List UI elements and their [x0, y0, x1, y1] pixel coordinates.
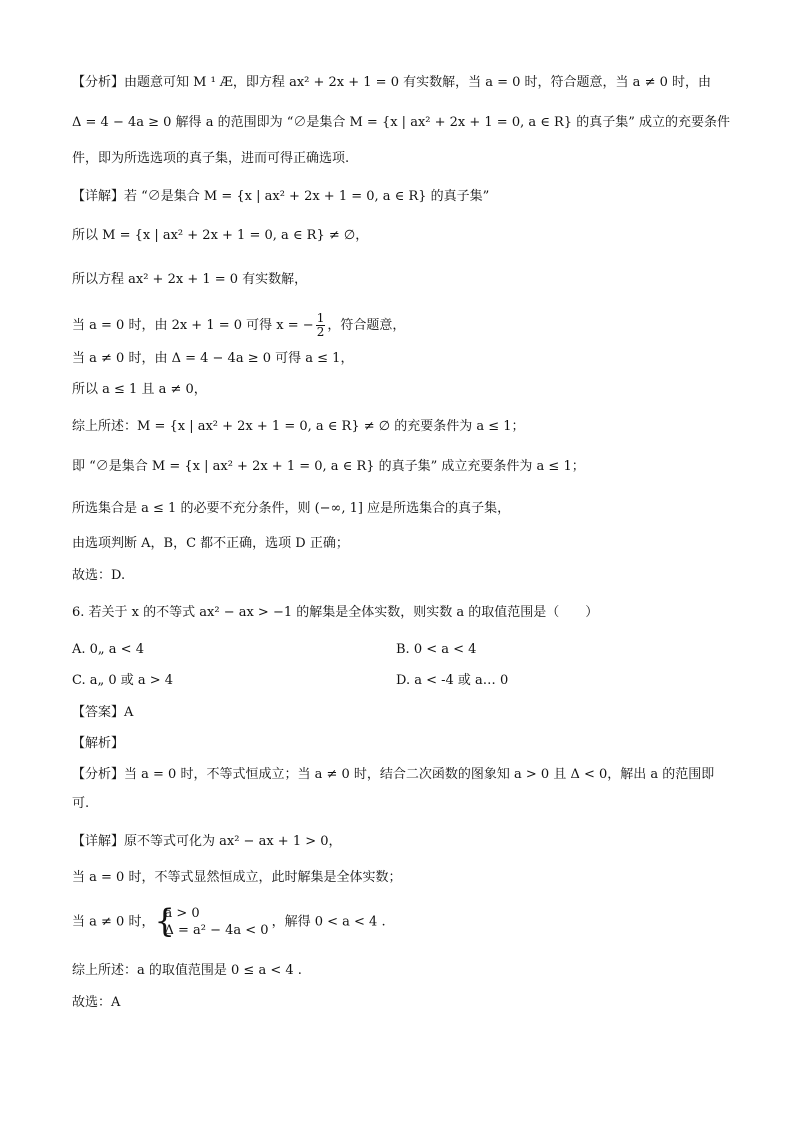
option-c: C. a„ 0 或 a > 4 [72, 673, 174, 688]
fraction-denominator: 2 [316, 325, 325, 339]
detail-line-9: 所选集合是 a ≤ 1 的必要不充分条件，则 (−∞, 1] 应是所选集合的真子集， [72, 501, 511, 516]
q6-detail-line-3 [72, 902, 734, 940]
explanation-label: 【解析】 [72, 736, 125, 751]
q6-detail-line-4: 综上所述：a 的取值范围是 0 ≤ a < 4 . [72, 963, 302, 978]
detail-line-11: 故选：D. [72, 568, 126, 583]
q6-analysis-line-2: 可. [72, 796, 90, 811]
analysis-line-1: 【分析】由题意可知 M ¹ Æ，即方程 ax² + 2x + 1 = 0 有实数解，当 a = 0 时，符合题意，当 a ≠ 0 时，由 [72, 75, 711, 90]
option-a: A. 0„ a < 4 [72, 642, 144, 657]
analysis-line-2: Δ = 4 − 4a ≥ 0 解得 a 的范围即为 “∅是集合 M = {x | ax² + 2x + 1 = 0, a ∈ R} 的真子集” 成立的充要条件 [72, 115, 730, 130]
inequality-system [154, 902, 269, 940]
q6-detail-line-5: 故选：A [72, 995, 121, 1010]
detail-line-4-end: ，符合题意， [327, 318, 406, 333]
option-b: B. 0 < a < 4 [396, 642, 477, 657]
detail-line-7: 综上所述：M = {x | ax² + 2x + 1 = 0, a ∈ R} ≠ ∅ 的充要条件为 a ≤ 1； [72, 419, 525, 434]
q6-detail-line-3-start: 当 a ≠ 0 时， [72, 914, 155, 930]
detail-line-4-start: 当 a = 0 时，由 2x + 1 = 0 可得 x = − [72, 318, 314, 333]
detail-line-1: 【详解】若 “∅是集合 M = {x | ax² + 2x + 1 = 0, a ∈ R} 的真子集” [72, 189, 490, 204]
fraction-numerator: 1 [316, 311, 325, 325]
detail-line-5: 当 a ≠ 0 时，由 Δ = 4 − 4a ≥ 0 可得 a ≤ 1， [72, 351, 354, 366]
system-row-1: a > 0 [164, 906, 200, 921]
fraction-one-half [316, 312, 326, 339]
detail-line-2: 所以 M = {x | ax² + 2x + 1 = 0, a ∈ R} ≠ ∅， [72, 228, 369, 243]
detail-line-4 [72, 312, 734, 339]
detail-line-6: 所以 a ≤ 1 且 a ≠ 0， [72, 382, 207, 397]
system-brace: { [154, 902, 175, 940]
detail-line-3: 所以方程 ax² + 2x + 1 = 0 有实数解， [72, 272, 308, 287]
option-d: D. a < -4 或 a… 0 [396, 673, 509, 688]
detail-line-10: 由选项判断 A，B，C 都不正确，选项 D 正确； [72, 536, 349, 551]
analysis-line-3: 件，即为所选选项的真子集，进而可得正确选项. [72, 151, 350, 166]
system-row-2: Δ = a² − 4a < 0 [164, 923, 269, 938]
q6-detail-line-3-end: ，解得 0 < a < 4 . [271, 914, 386, 930]
q6-detail-line-1: 【详解】原不等式可化为 ax² − ax + 1 > 0， [72, 834, 342, 849]
detail-line-8: 即 “∅是集合 M = {x | ax² + 2x + 1 = 0, a ∈ R} 的真子集” 成立充要条件为 a ≤ 1； [72, 459, 585, 474]
q6-detail-line-2: 当 a = 0 时，不等式显然恒成立，此时解集是全体实数； [72, 870, 402, 885]
q6-analysis-line-1: 【分析】当 a = 0 时，不等式恒成立；当 a ≠ 0 时，结合二次函数的图象知 a > 0 且 Δ < 0，解出 a 的范围即 [72, 767, 715, 782]
question-6-stem: 6. 若关于 x 的不等式 ax² − ax > −1 的解集是全体实数，则实数 a 的取值范围是（ ） [72, 605, 599, 620]
answer-label: 【答案】A [72, 705, 134, 720]
